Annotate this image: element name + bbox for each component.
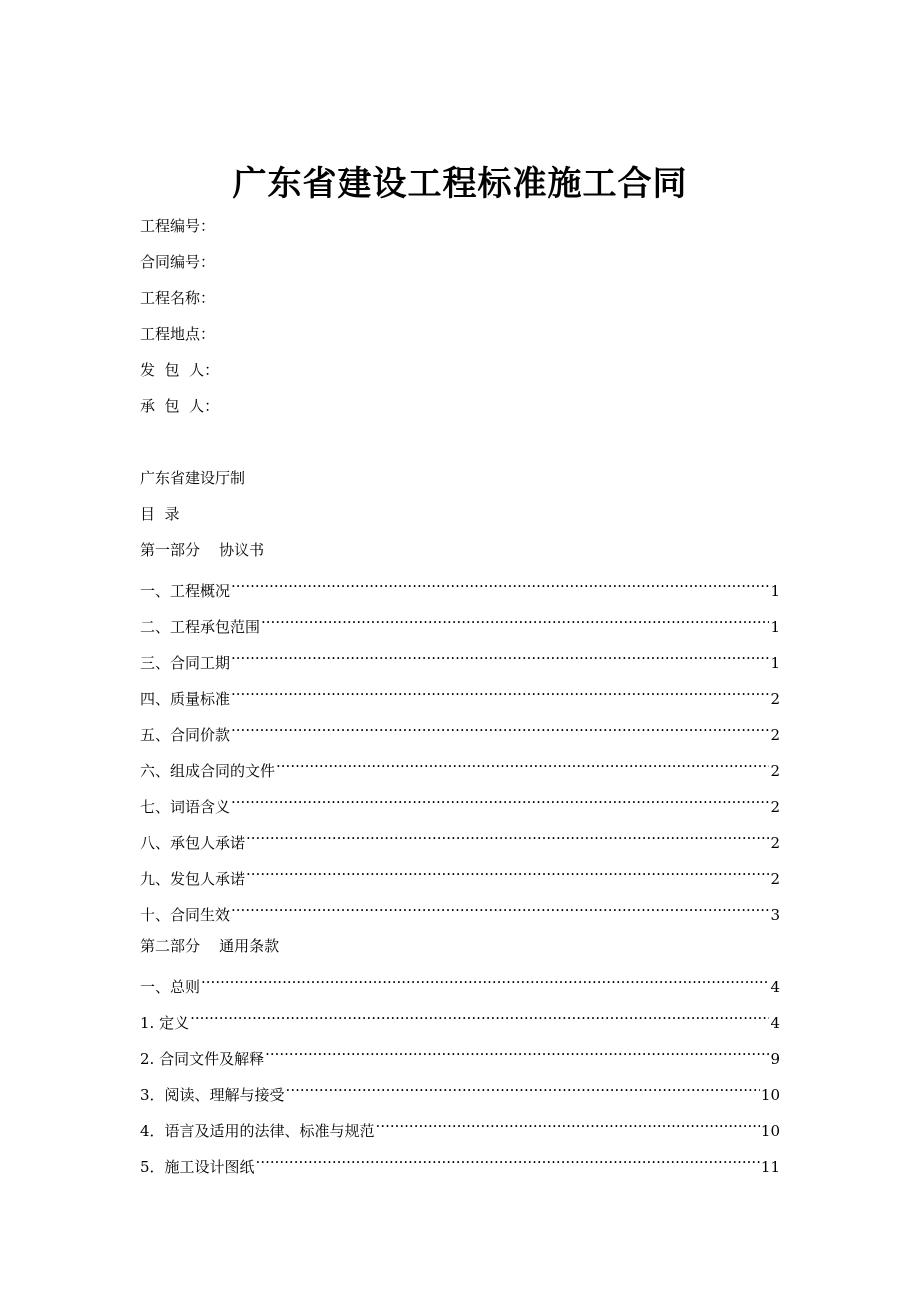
toc-entry	[140, 972, 780, 997]
part2-heading: 第二部分 通用条款	[140, 937, 280, 955]
toc-entry-page: 2	[770, 870, 780, 888]
toc-entry	[140, 792, 780, 817]
toc-leader-dots	[276, 756, 769, 776]
field-contractor: 承 包 人：	[140, 397, 220, 415]
toc-entry-page: 2	[770, 762, 780, 780]
toc-entry-label: 八、承包人承诺	[140, 834, 246, 852]
toc-entry	[140, 1008, 780, 1033]
toc-entry-label: 二、工程承包范围	[140, 618, 261, 636]
toc-entry-label: 3．阅读、理解与接受	[140, 1086, 285, 1104]
field-contract-number: 合同编号：	[140, 253, 216, 271]
toc-entry-label: 三、合同工期	[140, 654, 231, 672]
toc-entry-page: 2	[770, 690, 780, 708]
toc-entry-page: 1	[770, 618, 780, 636]
toc-heading: 目 录	[140, 505, 180, 523]
toc-entry-page: 2	[770, 798, 780, 816]
toc-leader-dots	[246, 864, 769, 884]
toc-leader-dots	[201, 972, 769, 992]
toc-entry-label: 一、总则	[140, 978, 201, 996]
toc-entry-label: 七、词语含义	[140, 798, 231, 816]
toc-entry	[140, 1080, 780, 1105]
toc-entry-label: 2. 合同文件及解释	[140, 1050, 265, 1068]
toc-leader-dots	[261, 612, 769, 632]
toc-entry	[140, 1116, 780, 1141]
toc-entry-page: 1	[770, 654, 780, 672]
toc-entry-label: 五、合同价款	[140, 726, 231, 744]
toc-leader-dots	[376, 1116, 760, 1136]
toc-entry-label: 十、合同生效	[140, 906, 231, 924]
toc-leader-dots	[265, 1044, 769, 1064]
toc-entry	[140, 1152, 780, 1177]
toc-leader-dots	[231, 792, 769, 812]
toc-entry	[140, 648, 780, 673]
toc-entry-page: 9	[770, 1050, 780, 1068]
toc-entry-page: 10	[760, 1122, 780, 1140]
toc-entry-label: 1. 定义	[140, 1014, 190, 1032]
toc-entry-page: 11	[760, 1158, 780, 1176]
toc-entry-page: 4	[770, 978, 780, 996]
toc-entry	[140, 756, 780, 781]
toc-entry-page: 4	[770, 1014, 780, 1032]
toc-leader-dots	[190, 1008, 769, 1028]
field-project-location: 工程地点：	[140, 325, 216, 343]
toc-leader-dots	[231, 648, 769, 668]
toc-leader-dots	[231, 576, 769, 596]
toc-entry-page: 2	[770, 834, 780, 852]
part1-heading: 第一部分 协议书	[140, 541, 265, 559]
toc-entry	[140, 576, 780, 601]
field-project-number: 工程编号：	[140, 217, 216, 235]
toc-entry-label: 4．语言及适用的法律、标准与规范	[140, 1122, 375, 1140]
toc-leader-dots	[231, 720, 769, 740]
toc-leader-dots	[256, 1152, 760, 1172]
toc-entry-page: 1	[770, 582, 780, 600]
toc-entry-label: 四、质量标准	[140, 690, 231, 708]
toc-entry	[140, 720, 780, 745]
toc-entry-label: 六、组成合同的文件	[140, 762, 276, 780]
toc-entry	[140, 864, 780, 889]
issuer-line: 广东省建设厅制	[140, 469, 246, 487]
toc-entry-page: 3	[770, 906, 780, 924]
document-title: 广东省建设工程标准施工合同	[232, 164, 688, 204]
toc-entry-label: 九、发包人承诺	[140, 870, 246, 888]
toc-entry-page: 10	[760, 1086, 780, 1104]
toc-entry	[140, 612, 780, 637]
toc-entry	[140, 900, 780, 925]
field-employer: 发 包 人：	[140, 361, 220, 379]
toc-entry	[140, 1044, 780, 1069]
field-project-name: 工程名称：	[140, 289, 216, 307]
toc-entry-label: 5．施工设计图纸	[140, 1158, 255, 1176]
toc-entry-label: 一、工程概况	[140, 582, 231, 600]
toc-entry-page: 2	[770, 726, 780, 744]
toc-entry	[140, 828, 780, 853]
toc-leader-dots	[286, 1080, 760, 1100]
toc-entry	[140, 684, 780, 709]
toc-leader-dots	[231, 900, 769, 920]
toc-leader-dots	[246, 828, 769, 848]
toc-leader-dots	[231, 684, 769, 704]
